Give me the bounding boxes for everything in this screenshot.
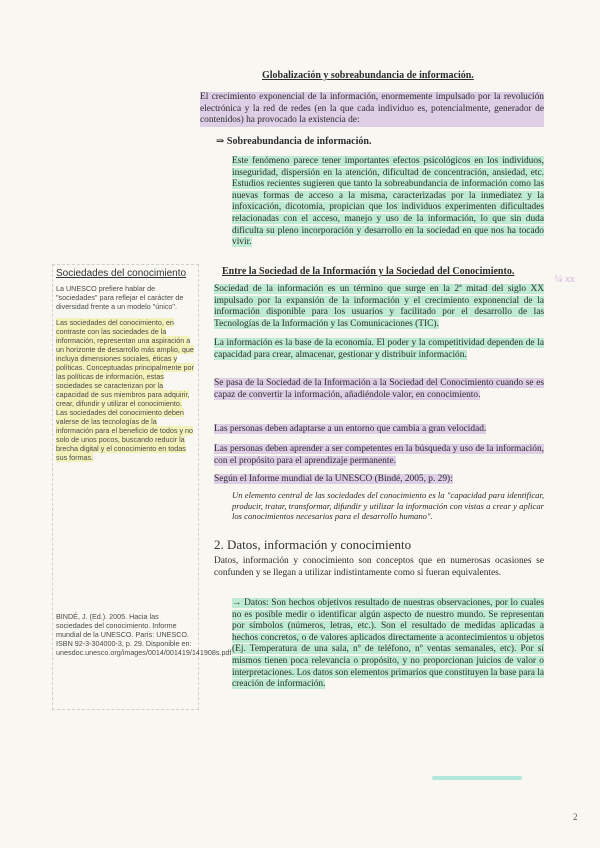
highlighter-stroke [432,776,522,780]
section-title: Entre la Sociedad de la Información y la Sociedad del Conocimiento. [222,266,515,277]
pasa-paragraph: Se pasa de la Sociedad de la Información a la Sociedad del Conocimiento cuando se es capaz de convertir la información, añadiéndole valor, en conocimiento. [214,378,544,400]
page-number: 2 [573,812,578,822]
aprender-paragraph: Las personas deben aprender a ser competentes en la búsqueda y uso de la información, con el propósito para el aprendizaje permanente. [214,444,544,466]
sidebar-paragraph-1: La UNESCO prefiere hablar de "sociedades" para reflejar el carácter de diversidad frente a un modelo "único". [56,284,184,311]
datos-intro-paragraph: Datos, información y conocimiento son conceptos que en numerosas ocasiones se confunden y se llegan a utilizar indistintamente como si fueran equivalentes. [214,556,544,578]
unesco-quote: Un elemento central de las sociedades del conocimiento es la "capacidad para identificar, producir, tratar, transformar, difundir y utilizar la información con vistas a crear y aplicar los conocimientos necesarios para el desarrollo humano". [232,490,544,522]
soc-info-paragraph: Sociedad de la información es un término que surge en la 2ª mitad del siglo XX impulsado por la expansión de la información y el crecimiento exponencial de la información disponible para los usuarios y facilitado por el desarrollo de las Tecnologías de la Información y las Comunicaciones (TIC). [214,284,544,329]
sidebar-paragraph-2: Las sociedades del conocimiento, en contraste con las sociedades de la información, representan una aspiración a un horizonte de desarrollo más amplio, que incluya dimensiones sociales, éticas y políticas. Conceptuadas principalmente por las políticas de información, estas sociedades se caracterizan por la capacidad de sus miembros para adquirir, crear, difundir y utilizar el conocimiento. Las sociedades del conocimiento deben valerse de las tecnologías de la información para el beneficio de todos y no solo de unos pocos, buscando reducir la brecha digital y el conocimiento en todas sus formas. [56,318,194,462]
sobreabundancia-paragraph: Este fenómeno parece tener importantes efectos psicológicos en los individuos, inseguridad, dispersión en la atención, dificultad de concentración, ansiedad, etc. Estudios recientes sugieren que tanto la sobreabundancia de información como las nuevas formas de acceso a la misma, caracterizadas por la inmediatez y la infoxicación, dicotomía, propician que los individuos experimenten dificultades relacionadas con el acceso, manejo y uso de la información, lo que sin duda dificulta su pleno incorporación y desarrollo en la sociedad en que nos ha tocado vivir. [232,156,544,248]
page-title: Globalización y sobreabundancia de información. [262,70,474,81]
sidebar-title: Sociedades del conocimiento [56,268,187,279]
segun-paragraph: Según el Informe mundial de la UNESCO (Bindé, 2005, p. 29): [214,474,453,484]
margin-handwritten-note: ¼ xx [554,273,575,285]
section-2-heading: 2. Datos, información y conocimiento [214,537,412,552]
datos-paragraph: → Datos: Son hechos objetivos resultado de nuestras observaciones, por lo cuales no es posible medir o identificar algún aspecto de nuestro mundo. Se representan por símbolos (números, letras, etc.). Son el resultado de medidas aplicadas a hechos concretos, o de valores aplicados directamente a acontecimientos u objetos (Ej. Temperatura de una sala, nº de teléfono, nº ventas semanales, etc). Por sí mismos tienen poca relevancia o propósito, y no proporcionan juicios de valor o interpretaciones. Los datos son elementos primarios que constituyen la base para la creación de información. [232,598,544,690]
sobreabundancia-heading: ⇒ Sobreabundancia de información. [216,136,372,147]
base-paragraph: La información es la base de la economía. El poder y la competitividad dependen de la capacidad para crear, almacenar, gestionar y distribuir información. [214,338,544,360]
intro-paragraph: El crecimiento exponencial de la información, enormemente impulsado por la revolución electrónica y la red de redes (en la que cada individuo es, potencialmente, generador de contenidos) ha provocado la existencia de: [200,92,544,126]
sidebar-reference: BINDÉ, J. (Ed.). 2005. Hacia las sociedades del conocimiento. Informe mundial de la UNESCO. París: UNESCO. ISBN 92-3-304000-3, p. 29. Disponible en: unesdoc.unesco.org/images/0014/001419/141908s.pdf [56,612,232,657]
personas-paragraph: Las personas deben adaptarse a un entorno que cambia a gran velocidad. [214,424,487,434]
